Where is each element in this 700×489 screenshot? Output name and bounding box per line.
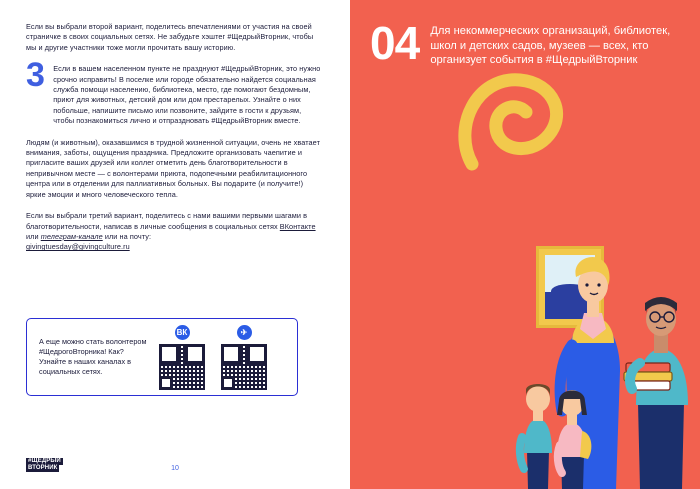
paragraph-people-and-animals: Людям (и животным), оказавшимся в трудной жизненной ситуации, очень не хватает внимания, заботы, ощущения праздника. Предложите организовать чаепитие и пригласите ваших друзей или коллег отметить день благотворительности в непривычном месте — с волонтерами приюта, подопечными реабилитационного центра или в отделении для паллиативных больных. Вы подарите (и получите!) яркие эмоции и много человеческого тепла. bbox=[26, 137, 320, 199]
paragraph-third-option bbox=[26, 211, 324, 253]
qr-list bbox=[159, 325, 267, 390]
footer-logo-line1: #ЩЕДРЫЙ bbox=[28, 458, 61, 464]
block-text: Если в вашем населенном пункте не празднуют #ЩедрыйВторник, это нужно срочно исправить! В поселке или городе обязательно найдется социальная служба помощи населению, библиотека, место, где помогают бездомным, приют для животных, детский дом или дом престарелых. Узнайте о них побольше, напишите письмо или позвоните, зайдите в гости к друзьям, чтобы познакомиться лично и отпраздновать #ЩедрыйВторник вместе. bbox=[53, 64, 321, 126]
section-header bbox=[350, 0, 700, 68]
qr-code-telegram[interactable] bbox=[221, 344, 267, 390]
vk-icon: ВК bbox=[175, 325, 190, 340]
swirl-decoration bbox=[458, 68, 570, 180]
email-link[interactable]: givingtuesday@givingculture.ru bbox=[26, 242, 130, 252]
illustration-woman-with-books bbox=[622, 253, 700, 489]
page-number: 10 bbox=[171, 465, 179, 472]
link-vk[interactable]: ВКонтакте bbox=[279, 221, 316, 231]
right-page bbox=[350, 0, 700, 489]
paragraph-share-impressions: Если вы выбрали второй вариант, поделитесь впечатлениями от участия на своей страничке в своих социальных сетях. Не забудьте хэштег #ЩедрыйВторник, чтобы мы и другие участники тоже могли прочитать вашу историю. bbox=[26, 22, 314, 52]
qr-item-vk[interactable] bbox=[159, 325, 205, 390]
numbered-block-3 bbox=[26, 56, 324, 126]
qr-code-vk[interactable] bbox=[159, 344, 205, 390]
section-number: 04 bbox=[370, 17, 420, 69]
footer-logo-line2: ВТОРНИК bbox=[28, 465, 58, 471]
footer-logo bbox=[26, 458, 63, 472]
volunteer-qr-card bbox=[26, 318, 298, 396]
link-telegram[interactable]: телеграм-канале bbox=[40, 231, 103, 241]
qr-item-telegram[interactable] bbox=[221, 325, 267, 390]
closing-mid: или bbox=[26, 231, 41, 241]
block-number: 3 bbox=[26, 56, 45, 95]
section-title: Для некоммерческих организаций, библиотек, школ и детских садов, музеев — всех, кто организует события в #ЩедрыйВторник bbox=[430, 25, 671, 67]
closing-lead: Если вы выбрали третий вариант, поделитесь с нами вашими первыми шагами в благотворительности, написав в личные сообщения в социальных сетях bbox=[26, 211, 308, 231]
qr-card-text: А еще можно стать волонтером #ЩедрогоВторника! Как? Узнайте в наших каналах в социальных сетях. bbox=[39, 336, 147, 377]
closing-tail: или на почту: bbox=[102, 231, 152, 241]
illustration-girl-with-backpack bbox=[546, 383, 598, 489]
telegram-icon: ✈ bbox=[237, 325, 252, 340]
